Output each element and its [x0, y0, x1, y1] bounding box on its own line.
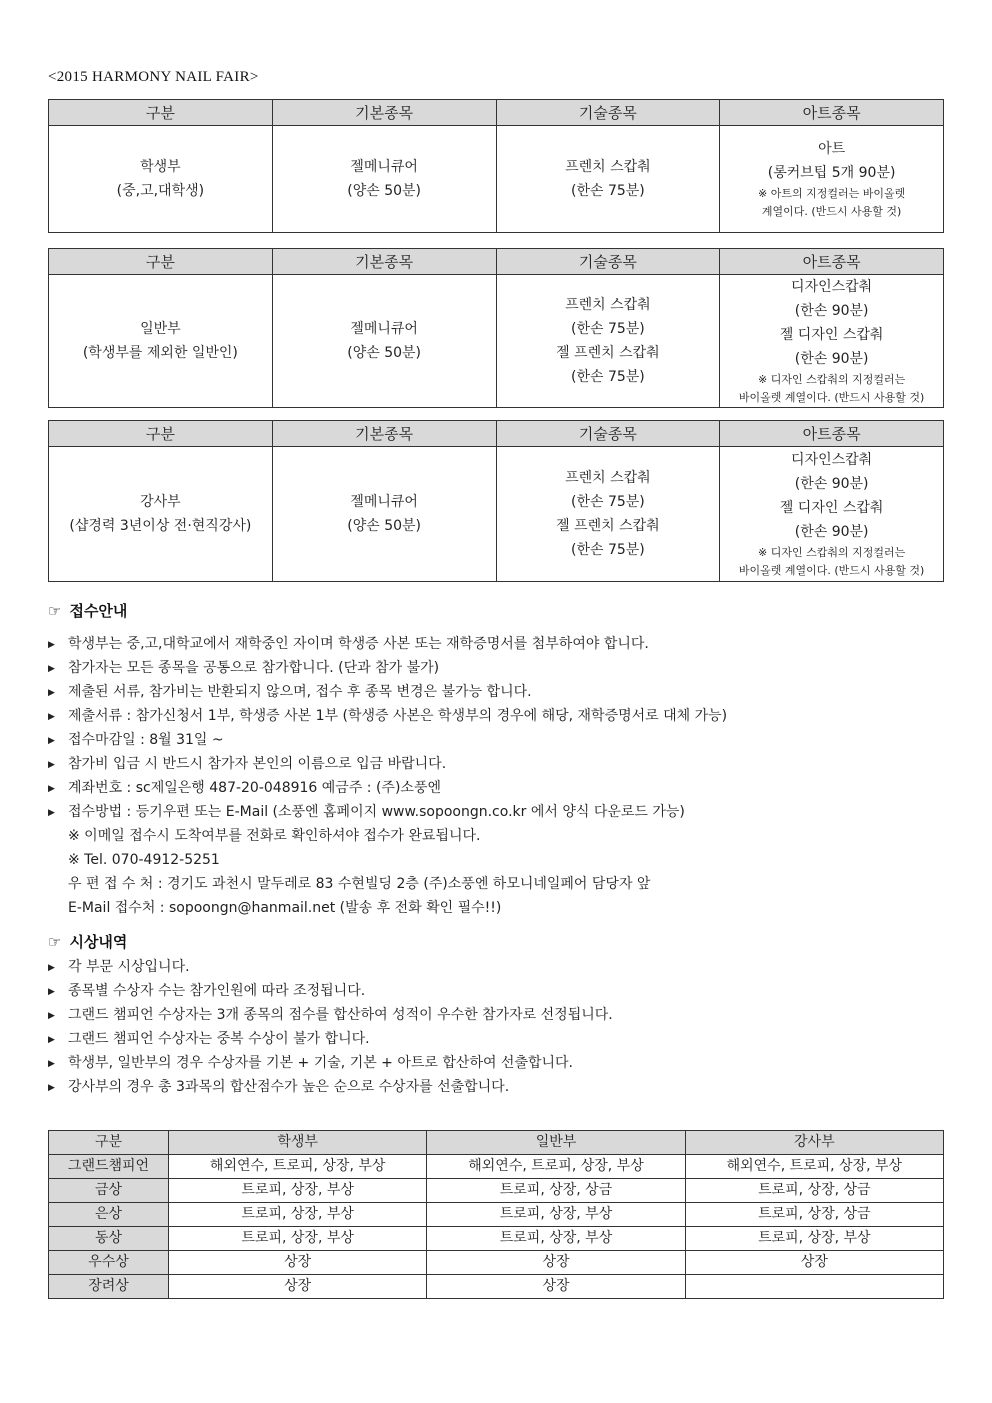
bullet-icon: ▶ — [48, 808, 55, 818]
list-item-text: 학생부는 중,고,대학교에서 재학중인 자이며 학생증 사본 또는 재학증명서를 첨부하여야 합니다. — [68, 636, 649, 652]
art-note: ※ 디자인 스캅춰의 지정컬러는 — [758, 373, 906, 386]
technique-item: 프렌치 스캅춰 — [565, 470, 651, 486]
award-cell: 트로피, 상장, 부상 — [685, 1227, 943, 1251]
award-cell: 상장 — [685, 1251, 943, 1275]
awards-heading — [48, 931, 127, 952]
technique-cell — [496, 447, 720, 582]
pointing-hand-icon: ☞ — [48, 933, 62, 951]
table-row — [49, 275, 944, 408]
table-header-row — [49, 249, 944, 275]
basic-cell — [272, 447, 496, 582]
technique-time: (한손 75분) — [570, 369, 645, 385]
award-cell: 상장 — [427, 1275, 685, 1299]
art-time: (한손 90분) — [794, 351, 869, 367]
technique-cell — [496, 126, 720, 233]
award-cell: 트로피, 상장, 상금 — [685, 1179, 943, 1203]
art-item: 젤 디자인 스캅춰 — [779, 500, 884, 516]
basic-cell — [272, 275, 496, 408]
art-note: 바이올렛 계열이다. (반드시 사용할 것) — [738, 391, 925, 404]
division-sub: (학생부를 제외한 일반인) — [82, 345, 238, 361]
list-item — [48, 776, 948, 800]
awards-heading-text: 시상내역 — [69, 933, 128, 951]
art-cell — [720, 447, 944, 582]
award-header-cell: 강사부 — [685, 1131, 943, 1155]
division-name: 학생부 — [140, 159, 181, 175]
bullet-icon: ▶ — [48, 664, 55, 674]
list-item — [48, 1075, 948, 1099]
list-subline: 우 편 접 수 처 : 경기도 과천시 말두레로 83 수현빌딩 2층 (주)소풍엔 하모니네일페어 담당자 앞 — [68, 876, 651, 892]
table-header-row — [49, 100, 944, 126]
award-cell: 트로피, 상장, 부상 — [427, 1203, 685, 1227]
award-cell: 트로피, 상장, 상금 — [427, 1179, 685, 1203]
basic-time: (양손 50분) — [347, 183, 421, 199]
list-item-text: 참가자는 모든 종목을 공통으로 참가합니다. (단과 참가 불가) — [68, 660, 440, 676]
technique-time: (한손 75분) — [570, 183, 645, 199]
division-cell — [49, 126, 273, 233]
art-note: 계열이다. (반드시 사용할 것) — [761, 205, 902, 218]
header-basic: 기본종목 — [272, 100, 496, 126]
division-name: 강사부 — [140, 494, 181, 510]
award-name-cell: 우수상 — [49, 1251, 169, 1275]
basic-item: 젤메니큐어 — [350, 321, 418, 337]
header-technique: 기술종목 — [496, 100, 720, 126]
bullet-icon: ▶ — [48, 1059, 55, 1069]
technique-time: (한손 75분) — [570, 542, 645, 558]
technique-item: 프렌치 스캅춰 — [565, 297, 651, 313]
table-header-row — [49, 1131, 944, 1155]
technique-time: (한손 75분) — [570, 321, 645, 337]
division-sub: (샵경력 3년이상 전·현직강사) — [69, 518, 252, 534]
technique-time: (한손 75분) — [570, 494, 645, 510]
technique-item: 젤 프렌치 스캅춰 — [556, 518, 660, 534]
bullet-icon: ▶ — [48, 760, 55, 770]
award-cell: 해외연수, 트로피, 상장, 부상 — [169, 1155, 427, 1179]
list-item-text: 그랜드 챔피언 수상자는 중복 수상이 불가 합니다. — [68, 1031, 370, 1047]
header-basic: 기본종목 — [272, 249, 496, 275]
list-item-text: 계좌번호 : sc제일은행 487-20-048916 예금주 : (주)소풍엔 — [68, 780, 441, 796]
header-art: 아트종목 — [720, 100, 944, 126]
list-item — [48, 1027, 948, 1051]
art-item: 젤 디자인 스캅춰 — [779, 327, 884, 343]
bullet-icon: ▶ — [48, 1011, 55, 1021]
basic-time: (양손 50분) — [347, 518, 421, 534]
general-category-table — [48, 248, 944, 408]
basic-item: 젤메니큐어 — [350, 494, 418, 510]
award-name-cell: 금상 — [49, 1179, 169, 1203]
instructor-category-table — [48, 420, 944, 582]
award-name-cell: 은상 — [49, 1203, 169, 1227]
header-art: 아트종목 — [720, 249, 944, 275]
list-item — [48, 1051, 948, 1075]
art-note: ※ 아트의 지정컬러는 바이올렛 — [758, 187, 906, 200]
technique-cell — [496, 275, 720, 408]
list-item-text: 학생부, 일반부의 경우 수상자를 기본 + 기술, 기본 + 아트로 합산하여 선출합니다. — [68, 1055, 574, 1071]
list-subline: ※ 이메일 접수시 도착여부를 전화로 확인하셔야 접수가 완료됩니다. — [68, 828, 481, 844]
header-basic: 기본종목 — [272, 421, 496, 447]
art-time: (한손 90분) — [794, 524, 869, 540]
division-name: 일반부 — [140, 321, 181, 337]
header-division: 구분 — [49, 100, 273, 126]
bullet-icon: ▶ — [48, 688, 55, 698]
table-row — [49, 1227, 944, 1251]
list-item-text: 강사부의 경우 총 3과목의 합산점수가 높은 순으로 수상자를 선출합니다. — [68, 1079, 510, 1095]
list-item — [48, 1003, 948, 1027]
art-note: ※ 디자인 스캅춰의 지정컬러는 — [758, 546, 906, 559]
basic-item: 젤메니큐어 — [350, 159, 418, 175]
art-item: 디자인스캅춰 — [791, 279, 873, 295]
award-cell: 트로피, 상장, 부상 — [169, 1179, 427, 1203]
student-category-table — [48, 99, 944, 233]
list-item — [48, 680, 948, 704]
division-cell — [49, 275, 273, 408]
division-cell — [49, 447, 273, 582]
art-item: 디자인스캅춰 — [791, 452, 873, 468]
list-item-text: 각 부문 시상입니다. — [68, 959, 190, 975]
header-division: 구분 — [49, 421, 273, 447]
awards-list — [48, 955, 948, 1099]
award-name-cell: 동상 — [49, 1227, 169, 1251]
list-item-text: 참가비 입금 시 반드시 참가자 본인의 이름으로 입금 바랍니다. — [68, 756, 447, 772]
art-time: (한손 90분) — [794, 476, 869, 492]
bullet-icon: ▶ — [48, 1083, 55, 1093]
award-table — [48, 1130, 944, 1299]
award-cell: 상장 — [169, 1275, 427, 1299]
list-item-text: 제출서류 : 참가신청서 1부, 학생증 사본 1부 (학생증 사본은 학생부의 경우에 해당, 재학증명서로 대체 가능) — [68, 708, 728, 724]
table-row — [49, 1251, 944, 1275]
bullet-icon: ▶ — [48, 736, 55, 746]
art-time: (롱커브팁 5개 90분) — [767, 165, 896, 181]
table-header-row — [49, 421, 944, 447]
list-subline: E-Mail 접수처 : sopoongn@hanmail.net (발송 후 전화 확인 필수!!) — [68, 900, 502, 916]
list-subline: ※ Tel. 070-4912-5251 — [68, 852, 220, 868]
award-cell: 해외연수, 트로피, 상장, 부상 — [685, 1155, 943, 1179]
award-cell: 트로피, 상장, 부상 — [169, 1203, 427, 1227]
award-cell: 해외연수, 트로피, 상장, 부상 — [427, 1155, 685, 1179]
bullet-icon: ▶ — [48, 640, 55, 650]
header-division: 구분 — [49, 249, 273, 275]
award-header-cell: 학생부 — [169, 1131, 427, 1155]
award-cell: 상장 — [169, 1251, 427, 1275]
reception-heading-text: 접수안내 — [69, 602, 128, 620]
basic-cell — [272, 126, 496, 233]
award-header-cell: 일반부 — [427, 1131, 685, 1155]
basic-time: (양손 50분) — [347, 345, 421, 361]
list-item — [48, 632, 948, 656]
award-cell: 트로피, 상장, 부상 — [169, 1227, 427, 1251]
list-item — [48, 800, 948, 824]
list-item — [48, 752, 948, 776]
header-technique: 기술종목 — [496, 421, 720, 447]
table-row — [49, 126, 944, 233]
table-row — [49, 1275, 944, 1299]
art-time: (한손 90분) — [794, 303, 869, 319]
list-item-text: 종목별 수상자 수는 참가인원에 따라 조정됩니다. — [68, 983, 366, 999]
award-cell — [685, 1275, 943, 1299]
division-sub: (중,고,대학생) — [116, 183, 205, 199]
list-item-text: 그랜드 챔피언 수상자는 3개 종목의 점수를 합산하여 성적이 우수한 참가자로 선정됩니다. — [68, 1007, 613, 1023]
technique-item: 프렌치 스캅춰 — [565, 159, 651, 175]
list-item — [48, 656, 948, 680]
award-cell: 트로피, 상장, 부상 — [427, 1227, 685, 1251]
bullet-icon: ▶ — [48, 963, 55, 973]
reception-list — [48, 632, 948, 920]
header-technique: 기술종목 — [496, 249, 720, 275]
list-item-text: 접수방법 : 등기우편 또는 E-Mail (소풍엔 홈페이지 www.sopoongn.co.kr 에서 양식 다운로드 가능) — [68, 804, 685, 820]
table-row — [49, 1203, 944, 1227]
reception-heading — [48, 600, 127, 621]
art-note: 바이올렛 계열이다. (반드시 사용할 것) — [738, 564, 925, 577]
award-header-cell: 구분 — [49, 1131, 169, 1155]
list-item — [48, 728, 948, 752]
page-title: <2015 HARMONY NAIL FAIR> — [48, 69, 259, 85]
list-item — [48, 955, 948, 979]
bullet-icon: ▶ — [48, 1035, 55, 1045]
award-name-cell: 장려상 — [49, 1275, 169, 1299]
header-art: 아트종목 — [720, 421, 944, 447]
art-cell — [720, 126, 944, 233]
award-name-cell: 그랜드챔피언 — [49, 1155, 169, 1179]
table-row — [49, 447, 944, 582]
table-row — [49, 1155, 944, 1179]
list-item-text: 제출된 서류, 참가비는 반환되지 않으며, 접수 후 종목 변경은 불가능 합니다. — [68, 684, 532, 700]
bullet-icon: ▶ — [48, 784, 55, 794]
list-item — [48, 979, 948, 1003]
bullet-icon: ▶ — [48, 987, 55, 997]
list-item-text: 접수마감일 : 8월 31일 ~ — [68, 732, 224, 748]
technique-item: 젤 프렌치 스캅춰 — [556, 345, 660, 361]
table-row — [49, 1179, 944, 1203]
bullet-icon: ▶ — [48, 712, 55, 722]
art-item: 아트 — [818, 141, 846, 157]
art-cell — [720, 275, 944, 408]
award-cell: 트로피, 상장, 상금 — [685, 1203, 943, 1227]
award-cell: 상장 — [427, 1251, 685, 1275]
pointing-hand-icon: ☞ — [48, 602, 62, 620]
list-item — [48, 704, 948, 728]
